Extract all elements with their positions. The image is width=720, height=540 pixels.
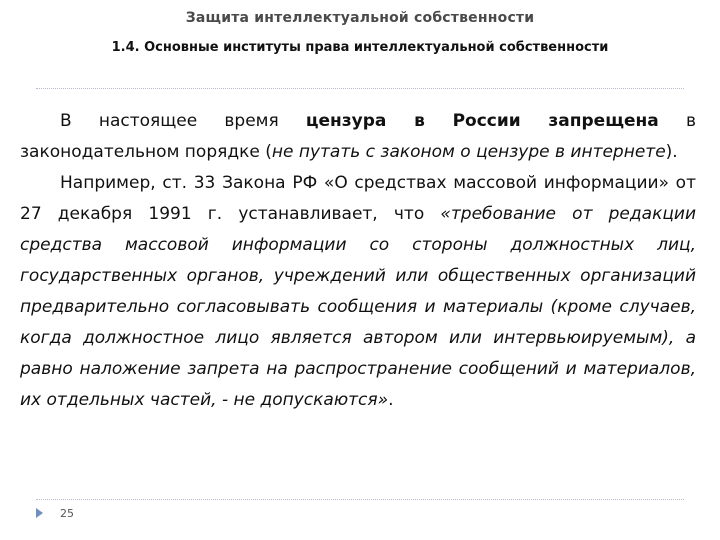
p1-end: ). — [665, 142, 678, 162]
p1-italic: не путать с законом о цензуре в интернете — [271, 142, 666, 162]
top-divider — [36, 88, 684, 89]
slide-title: Защита интеллектуальной собственности — [185, 10, 535, 26]
slide-subtitle: 1.4. Основные институты права интеллектуальной собственности — [111, 40, 609, 55]
p1-bold: цензура в России запрещена — [305, 111, 659, 131]
p2-end: . — [388, 390, 394, 410]
triangle-right-icon — [36, 508, 43, 518]
p2-lead: Например, ст. 33 Закона РФ «О средствах массовой информации» от 27 декабря 1991 г. устанавливает, что — [20, 173, 696, 224]
p1-lead: В настоящее время — [60, 111, 306, 131]
slide-body — [20, 106, 696, 416]
page-number: 25 — [60, 507, 74, 520]
bottom-divider — [36, 499, 684, 500]
p2-italic-quote: «требование от редакции средства массовой информации со стороны должностных лиц, государственных органов, учреждений или общественных организаций предварительно согласовывать сообщения и материалы (кроме случаев, когда должностное лицо является автором или интервьюируемым), а равно наложение запрета на распространение сообщений и материалов, их отдельных частей, - не допускаются» — [20, 204, 696, 410]
paragraph-1 — [20, 106, 696, 168]
p1-mid: в законодательном порядке ( — [20, 111, 696, 162]
paragraph-2 — [20, 168, 696, 416]
